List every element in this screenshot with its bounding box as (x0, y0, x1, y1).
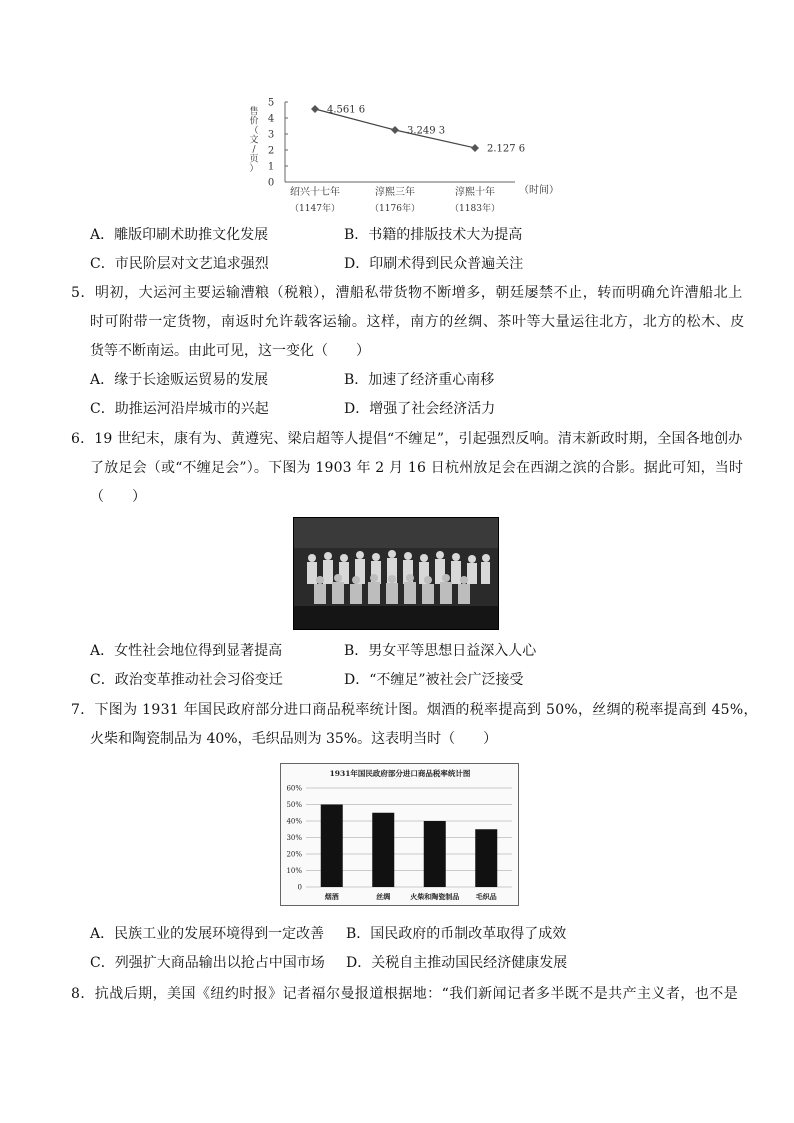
y-axis-label-char: （ (249, 126, 259, 136)
y-axis-label-char: 文 (249, 135, 259, 146)
x-tick-year: （1176年） (370, 204, 420, 214)
bar (424, 821, 446, 887)
group-photo-figures (294, 518, 498, 629)
q6-stem-line1: 6．19 世纪末，康有为、黄遵宪、梁启超等人提倡“不缠足”，引起强烈反响。清末新政时期，全国各地创办 (71, 431, 743, 447)
q5-option-c: C．助推运河沿岸城市的兴起 (90, 401, 269, 417)
q5-stem-line1: 5．明初，大运河主要运输漕粮（税粮），漕船私带货物不断增多，朝廷屡禁不止，转而明确允许漕船北上 (71, 285, 743, 301)
q4-option-d: D．印刷术得到民众普遍关注 (344, 256, 524, 272)
x-tick-label: 丝绸 (376, 892, 391, 901)
x-axis-label: （时间） (519, 185, 559, 196)
q7-option-d: D．关税自主推动国民经济健康发展 (346, 955, 568, 971)
bar (475, 829, 497, 887)
q5-option-b: B．加速了经济重心南移 (344, 372, 495, 388)
y-tick-label: 4 (267, 113, 275, 125)
x-tick-year: （1183年） (450, 204, 500, 214)
data-label: 2.127 6 (487, 143, 526, 155)
y-axis-label-char: 价 (249, 116, 259, 127)
y-tick-label: 30% (286, 834, 302, 842)
tariff-bar-chart (280, 763, 520, 907)
y-tick-label: 10% (286, 867, 302, 875)
data-point (471, 144, 479, 152)
y-tick-label: 20% (286, 850, 302, 859)
q5-option-a: A．缘于长途贩运贸易的发展 (90, 372, 269, 388)
y-tick-label: 1 (267, 161, 275, 173)
y-tick-label: 50% (286, 801, 302, 809)
y-axis-label (249, 105, 258, 174)
q7-stem-line2: 火柴和陶瓷制品为 40%，毛织品则为 35%。这表明当时（ ） (90, 731, 498, 747)
book-price-line-chart (230, 92, 570, 220)
q7-option-a: A．民族工业的发展环境得到一定改善 (90, 926, 325, 942)
x-tick-year: （1147年） (290, 204, 340, 214)
y-axis-label-char: ） (249, 164, 259, 174)
q8-stem-line1: 8．抗战后期，美国《纽约时报》记者福尔曼报道根据地：“我们新闻记者多半既不是共产主义者，也不是 (71, 986, 739, 1002)
q6-option-d: D．“不缠足”被社会广泛接受 (344, 672, 524, 688)
q6-option-b: B．男女平等思想日益深入人心 (344, 643, 537, 659)
y-tick-label: 0 (267, 177, 275, 189)
y-axis-label-char: 页 (249, 154, 259, 165)
y-axis-label-char: / (252, 145, 256, 155)
data-point (391, 126, 399, 134)
x-tick-label: 毛织品 (475, 892, 497, 901)
q7-option-b: B．国民政府的币制改革取得了成效 (346, 926, 567, 942)
y-tick-label: 0 (297, 883, 302, 892)
data-point (311, 105, 319, 113)
bar (321, 805, 343, 888)
x-tick-label: 火柴和陶瓷制品 (410, 892, 460, 901)
y-tick-label: 60% (286, 784, 302, 793)
q4-option-a: A．雕版印刷术助推文化发展 (90, 227, 269, 243)
y-tick-label: 40% (286, 817, 302, 826)
q5-stem-line3: 货等不断南运。由此可见，这一变化（ ） (90, 343, 370, 359)
data-label: 3.249 3 (407, 125, 446, 137)
data-label: 4.561 6 (327, 104, 366, 116)
q6-stem-line3: （ ） (90, 489, 146, 505)
bar-chart-title: 1931年国民政府部分进口商品税率统计图 (329, 769, 471, 778)
y-tick-label: 3 (267, 129, 275, 141)
x-tick-label: 烟酒 (324, 892, 339, 901)
q6-stem-line2: 了放足会（或“不缠足会”）。下图为 1903 年 2 月 16 日杭州放足会在西湖之滨的合影。据此可知，当时 (90, 460, 744, 476)
y-axis-label-char: 售 (249, 107, 259, 117)
q4-option-c: C．市民阶层对文艺追求强烈 (90, 256, 269, 272)
q7-stem-line1: 7．下图为 1931 年国民政府部分进口商品税率统计图。烟酒的税率提高到 50%，丝绸的税率提高到 45%， (71, 702, 758, 718)
q7-option-c: C．列强扩大商品输出以抢占中国市场 (90, 955, 325, 971)
x-tick-label: 淳熙十年 (455, 187, 495, 198)
y-tick-label: 2 (267, 145, 275, 157)
q6-option-c: C．政治变革推动社会习俗变迁 (90, 672, 283, 688)
y-tick-label: 5 (267, 97, 275, 109)
group-photo (293, 517, 499, 630)
x-tick-label: 绍兴十七年 (290, 187, 340, 198)
bar (372, 813, 394, 887)
q4-option-b: B．书籍的排版技术大为提高 (344, 227, 523, 243)
q5-stem-line2: 时可附带一定货物，南返时允许载客运输。这样，南方的丝绸、茶叶等大量运往北方，北方的松木、皮 (90, 314, 745, 330)
q6-option-a: A．女性社会地位得到显著提高 (90, 643, 283, 659)
x-tick-label: 淳熙三年 (375, 187, 415, 198)
q5-option-d: D．增强了社会经济活力 (344, 401, 496, 417)
